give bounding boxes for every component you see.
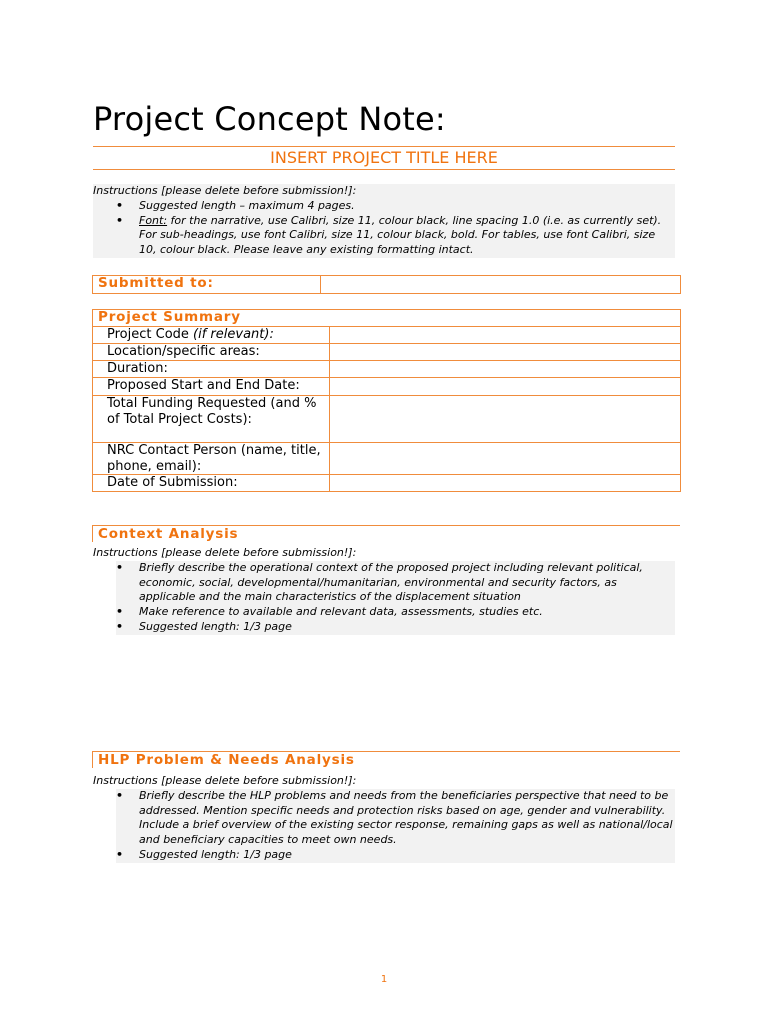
location-label: Location/specific areas: — [93, 344, 330, 361]
hlp-analysis-heading: HLP Problem & Needs Analysis — [92, 751, 680, 768]
instructions-label: Instructions [please delete before submission!]: — [93, 184, 357, 197]
contact-person-label: NRC Contact Person (name, title, phone, email): — [93, 443, 330, 475]
date-of-submission-label: Date of Submission: — [93, 475, 330, 492]
instruction-item: • Suggested length: 1/3 page — [116, 620, 675, 635]
submitted-to-field[interactable] — [321, 276, 681, 294]
total-funding-label: Total Funding Requested (and % of Total Project Costs): — [93, 396, 330, 443]
page-title: Project Concept Note: — [93, 100, 446, 138]
location-field[interactable] — [330, 344, 681, 361]
duration-field[interactable] — [330, 361, 681, 378]
title-rule-bottom — [93, 169, 675, 170]
total-funding-field[interactable] — [330, 396, 681, 443]
submitted-to-label: Submitted to: — [93, 276, 321, 294]
instruction-item: • Briefly describe the HLP problems and needs from the beneficiaries perspective that need to be addressed. Mention specific needs and protection risks based on age, gender and vulnerability. Include a brief overview of the existing sector response, remaining gaps as well as national/local and beneficiary capacities to meet own needs. — [116, 789, 675, 848]
instructions-label: Instructions [please delete before submission!]: — [93, 774, 357, 787]
instructions-label: Instructions [please delete before submission!]: — [93, 546, 357, 559]
project-code-label: Project Code (if relevant): — [93, 327, 330, 344]
context-analysis-heading: Context Analysis — [92, 525, 680, 542]
project-summary-table — [92, 309, 681, 492]
date-of-submission-field[interactable] — [330, 475, 681, 492]
instruction-item: • Suggested length: 1/3 page — [116, 848, 675, 863]
page-number: 1 — [380, 974, 388, 985]
duration-label: Duration: — [93, 361, 330, 378]
start-end-date-field[interactable] — [330, 378, 681, 396]
instruction-item: • Font: for the narrative, use Calibri, size 11, colour black, line spacing 1.0 (i.e. as currently set). For sub-headings, use font Calibri, size 11, colour black, bold. For tables, use font Calibri, size 10, colour black. Please leave any existing formatting intact. — [93, 214, 675, 258]
instruction-item: • Briefly describe the operational context of the proposed project including relevant political, economic, social, developmental/humanitarian, environmental and security factors, as applicable and the main characteristics of the displacement situation — [116, 561, 675, 605]
start-end-date-label: Proposed Start and End Date: — [93, 378, 330, 396]
font-label: Font: — [139, 213, 168, 227]
instructions-hlp-analysis[interactable] — [93, 774, 675, 863]
instruction-item: • Suggested length – maximum 4 pages. — [93, 199, 675, 214]
project-summary-heading: Project Summary — [93, 310, 681, 327]
instruction-item: • Make reference to available and relevant data, assessments, studies etc. — [116, 605, 675, 620]
project-title-placeholder[interactable]: INSERT PROJECT TITLE HERE — [270, 148, 498, 167]
project-code-field[interactable] — [330, 327, 681, 344]
contact-person-field[interactable] — [330, 443, 681, 475]
instructions-context-analysis[interactable] — [93, 546, 675, 635]
instructions-general[interactable] — [93, 184, 675, 258]
submitted-to-table — [92, 275, 681, 294]
